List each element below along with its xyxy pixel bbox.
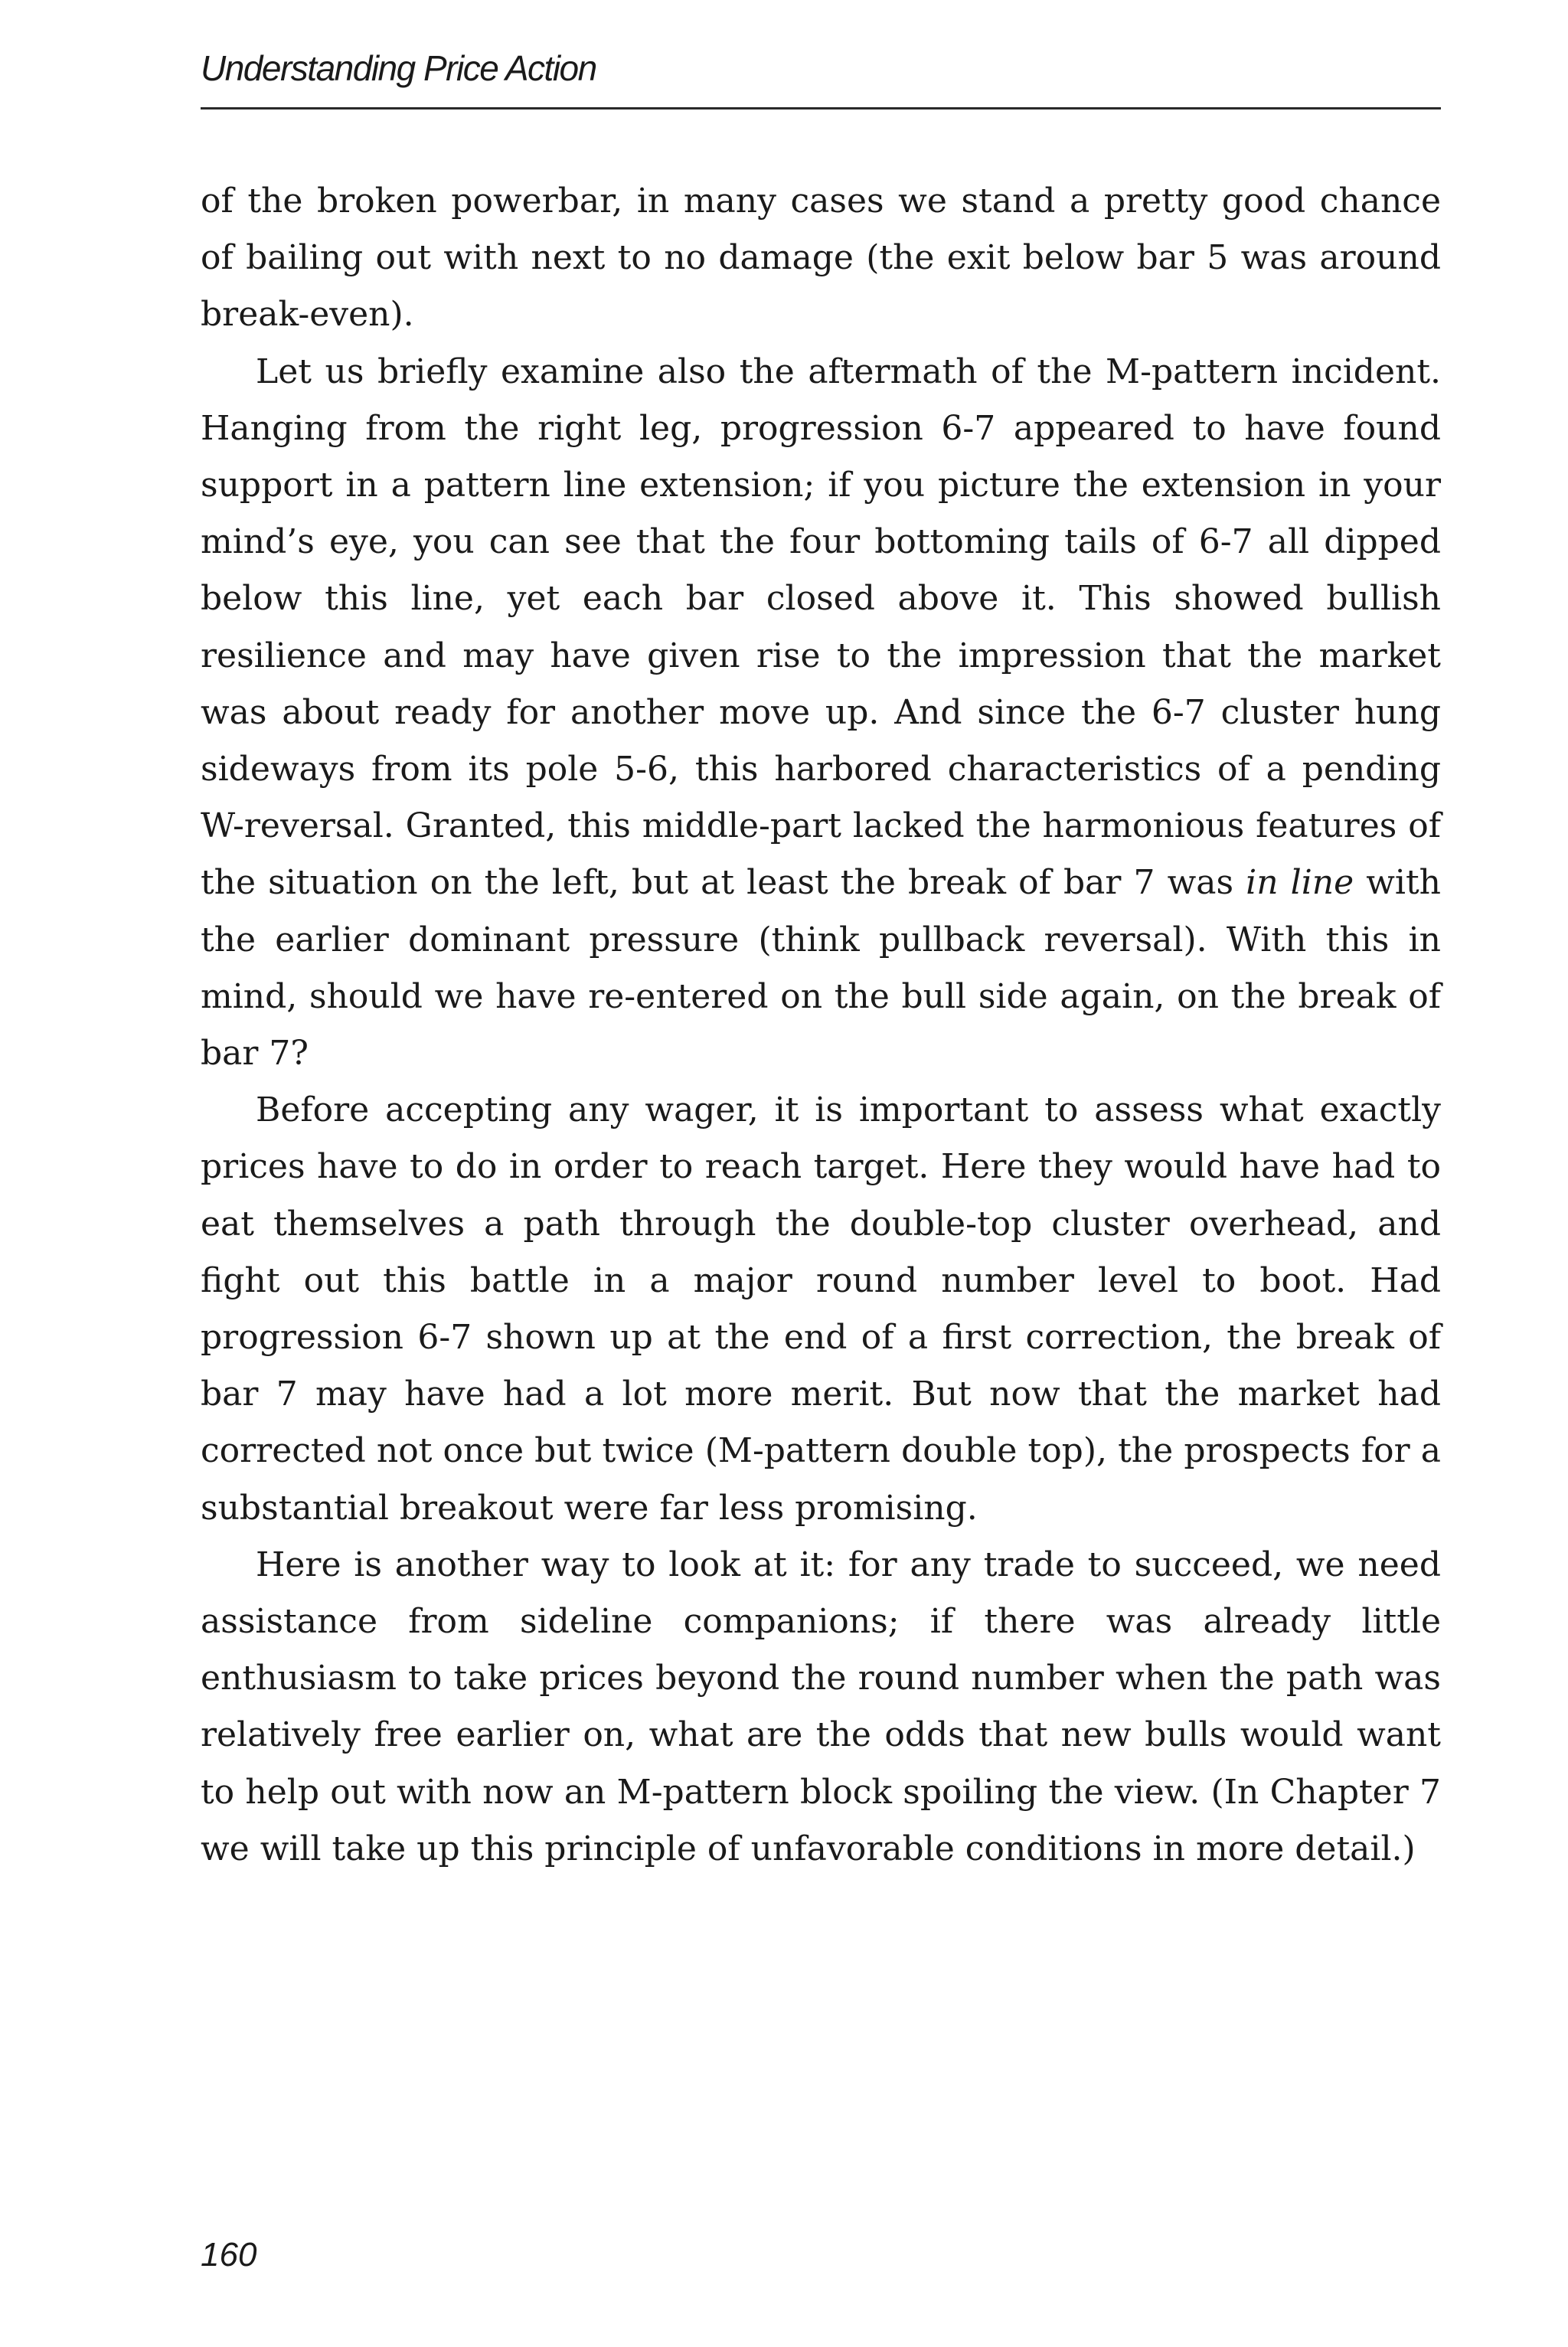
paragraph-3: Before accepting any wager, it is important to assess what exactly prices have to do in order to reach target. Here they would have had to eat themselves a path through the double-top cluster overhead, and fight out this battle in a major round number level to boot. Had progression 6-7 shown up at the end of a first correction, the break of bar 7 may have had a lot more merit. But now that the market had corrected not once but twice (M-pattern double top), the prospects for a substantial breakout were far less promising. [201,1090,1441,1528]
paragraph-1: of the broken powerbar, in many cases we stand a pretty good chance of bailing out with next to no damage (the exit below bar 5 was around break-even). [201,181,1441,335]
paragraph-2-text-after: with the earlier dominant pressure (think pullback reversal). With this in mind, should we have re-entered on the bull side again, on the break of bar 7? [201,863,1441,1074]
paragraph-2-text: Let us briefly examine also the aftermath of the M-pattern incident. Hanging from the right leg, progression 6-7 appeared to have found support in a pattern line extension; if you picture the extension in your mind’s eye, you can see that the four bottoming tails of 6-7 all dipped below this line, yet each bar closed above it. This showed bullish resilience and may have given rise to the impression that the market was about ready for another move up. And since the 6-7 cluster hung sideways from its pole 5-6, this harbored characteristics of a pending W-reversal. Granted, this middle-part lacked the harmonious features of the situation on the left, but at least the break of bar 7 was [201,351,1441,903]
paragraph-4: Here is another way to look at it: for any trade to succeed, we need assistance from sideline companions; if there was already little enthusiasm to take prices beyond the round number when the path was relatively free earlier on, what are the odds that new bulls would want to help out with now an M-pattern block spoiling the view. (In Chapter 7 we will take up this principle of unfavorable conditions in more detail.) [201,1545,1441,1868]
header-rule [201,107,1441,110]
paragraph-2-emphasis: in line [1246,863,1354,903]
paragraph-2 [201,344,1441,1083]
page-number: 160 [201,2236,257,2273]
body-text [201,173,1441,1878]
running-head-title: Understanding Price Action [201,48,596,88]
